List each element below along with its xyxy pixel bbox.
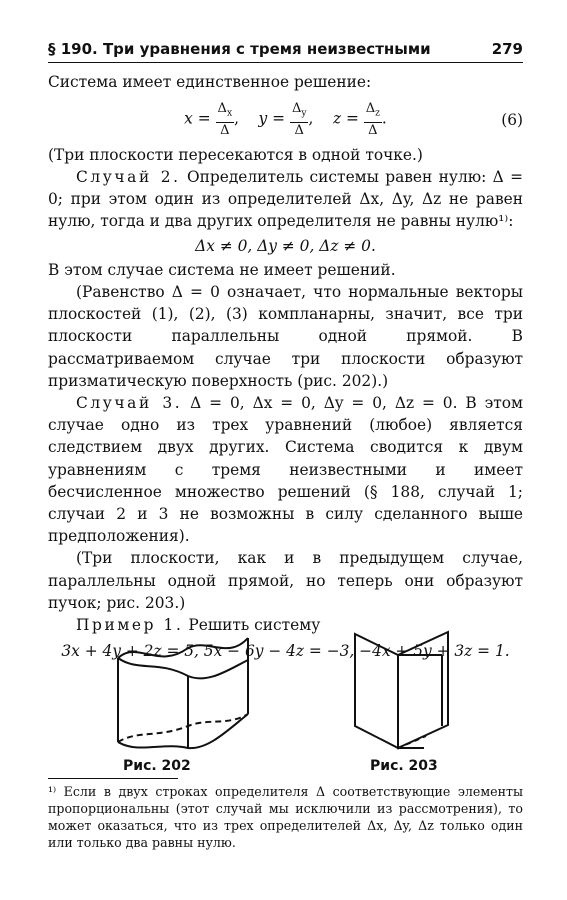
case-3-text: Δ = 0, Δx = 0, Δy = 0, Δz = 0. В этом случае одно из трех уравнений (любое) является следствием двух других. Система сводится к двум уравнениям с тремя неизвестными и имеет бесчисленное множество решений (§ 188, случай 1; случаи 2 и 3 не возможны в силу сделанного выше предположения). (48, 394, 523, 546)
running-header (48, 40, 523, 63)
paragraph-no-solution: В этом случае система не имеет решений. (48, 260, 396, 279)
example-text: Решить систему (188, 616, 321, 635)
example-system: 3x + 4y + 2z = 5, 5x − 6y − 4z = −3, −4x + 5y + 3z = 1. (61, 642, 510, 661)
paragraph-case-3 (48, 392, 523, 547)
page-number: 279 (491, 40, 523, 58)
page-body (48, 71, 523, 662)
example-label: Пример 1. (76, 616, 184, 635)
figure-203-caption: Рис. 203 (370, 758, 438, 774)
figures-row (48, 630, 523, 774)
formula-6: x = $\frac{\Delta_x}{\Delta}$ , y = $\frac{\Delta_y}{\Delta}$ , z = $\frac{\Delta_z}{\Delta}$ . (6) (184, 101, 523, 138)
paragraph-one-point: (Три плоскости пересекаются в одной точке.) (48, 145, 423, 164)
figure-202-caption: Рис. 202 (123, 758, 191, 774)
page (48, 40, 523, 662)
paragraph-prismatic: (Равенство Δ = 0 означает, что нормальные векторы плоскостей (1), (2), (3) компланарны, значит, все три плоскости параллельны одной прямой. В рассматриваемом случае три плоскости образуют призматическую поверхность (рис. 202).) (48, 283, 523, 390)
figure-202 (68, 630, 268, 750)
footnote: ¹⁾ Если в двух строках определителя Δ соответствующие элементы пропорциональны (этот случай мы исключили из рассмотрения), то может оказаться, что из трех определителей Δx, Δy, Δz только один или только два равны нулю. (48, 784, 523, 850)
case-3-label: Случай 3. (76, 394, 183, 413)
equation-number: (6) (501, 111, 523, 130)
section-title: § 190. Три уравнения с тремя неизвестными (48, 40, 431, 58)
case-2-text: Определитель системы равен нулю: Δ = 0; при этом один из определителей Δx, Δy, Δz не равен нулю, тогда и два других определителя не равны нулю¹⁾: (48, 168, 523, 231)
footnote-divider (48, 778, 178, 779)
paragraph-case-2 (48, 166, 523, 233)
case-2-label: Случай 2. (76, 168, 181, 186)
paragraph-pencil: (Три плоскости, как и в предыдущем случае, параллельны одной прямой, но теперь они образуют пучок; рис. 203.) (48, 549, 523, 612)
figure-203 (348, 630, 478, 750)
inequalities-line: Δx ≠ 0, Δy ≠ 0, Δz ≠ 0. (195, 236, 376, 255)
paragraph-intro: Система имеет единственное решение: (48, 73, 372, 91)
